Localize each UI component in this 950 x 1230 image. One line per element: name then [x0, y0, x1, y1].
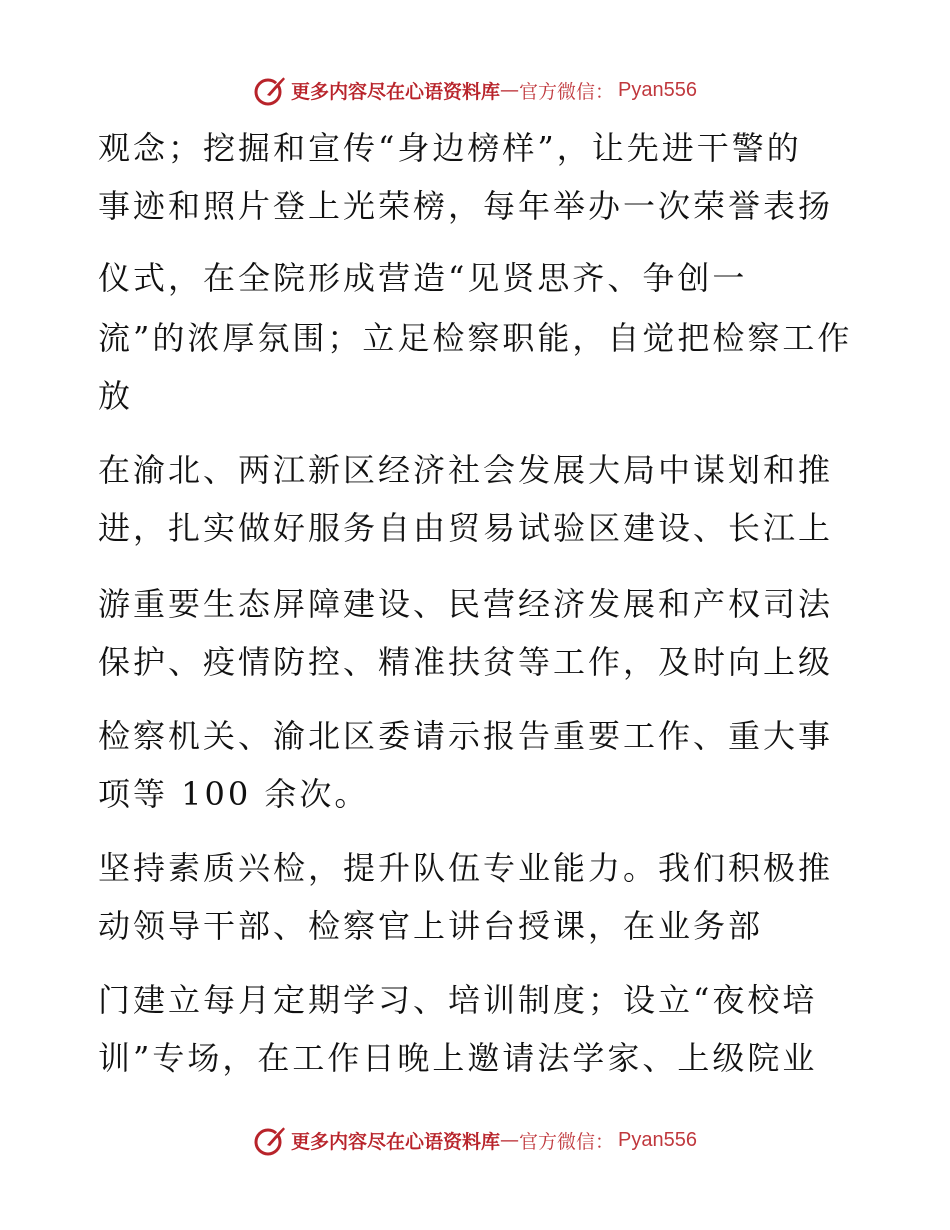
watermark-separator: —: [500, 79, 520, 101]
body-line: 动领导干部、检察官上讲台授课，在业务部: [98, 907, 764, 945]
body-line: 检察机关、渝北区委请示报告重要工作、重大事: [98, 717, 834, 755]
quill-circle-logo-icon: [253, 1123, 287, 1157]
body-line: 坚持素质兴检，提升队伍专业能力。我们积极推: [98, 849, 834, 887]
body-line: 放: [98, 377, 134, 415]
watermark-wechat-id: Pyan556: [618, 78, 697, 101]
watermark-text: 更多内容尽在心语资料库: [291, 80, 501, 103]
body-line: 仪式，在全院形成营造“见贤思齐、争创一: [98, 259, 748, 297]
body-line: 项等 100 余次。: [98, 775, 370, 813]
body-line: 在渝北、两江新区经济社会发展大局中谋划和推: [98, 451, 834, 489]
watermark-wechat-label: 官方微信：: [519, 80, 615, 103]
body-line: 门建立每月定期学习、培训制度；设立“夜校培: [98, 981, 818, 1019]
body-line: 训”专场，在工作日晚上邀请法学家、上级院业: [98, 1039, 818, 1077]
body-line: 事迹和照片登上光荣榜，每年举办一次荣誉表扬: [98, 187, 834, 225]
body-line: 游重要生态屏障建设、民营经济发展和产权司法: [98, 585, 834, 623]
watermark-text: 更多内容尽在心语资料库: [291, 1130, 501, 1153]
watermark-wechat-id: Pyan556: [618, 1128, 697, 1151]
body-line: 进，扎实做好服务自由贸易试验区建设、长江上: [98, 509, 834, 547]
body-line: 保护、疫情防控、精准扶贫等工作，及时向上级: [98, 643, 834, 681]
body-line: 流”的浓厚氛围；立足检察职能，自觉把检察工作: [98, 319, 853, 357]
footer-watermark: [0, 1120, 950, 1160]
body-line: 观念；挖掘和宣传“身边榜样”，让先进干警的: [98, 129, 802, 167]
watermark-wechat-label: 官方微信：: [519, 1130, 615, 1153]
watermark-separator: —: [500, 1129, 520, 1151]
